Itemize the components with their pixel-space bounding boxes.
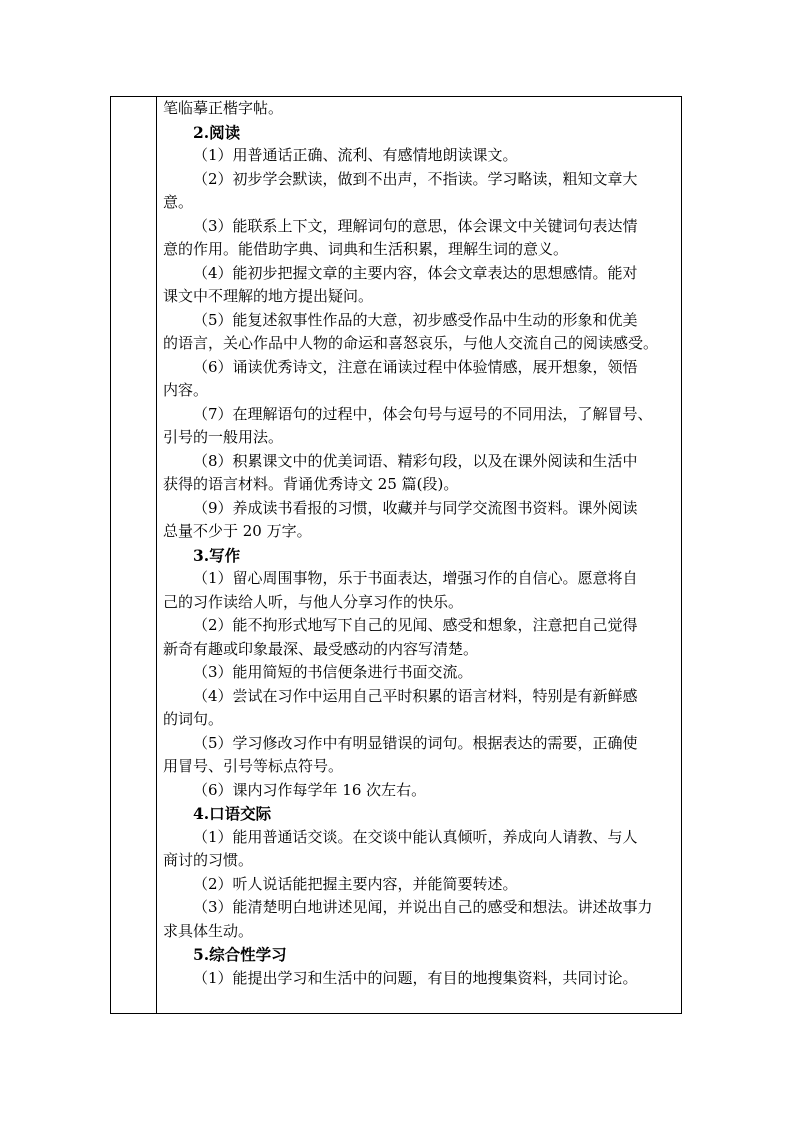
section-heading: 3.写作 xyxy=(193,545,241,565)
paragraph-line: 的词句。 xyxy=(163,710,224,728)
paragraph-line: 新奇有趣或印象最深、最受感动的内容写清楚。 xyxy=(163,639,479,658)
paragraph-line: （1）用普通话正确、流利、有感情地朗读课文。 xyxy=(193,146,518,164)
paragraph-line: （1）留心周围事物，乐于书面表达，增强习作的自信心。愿意将自 xyxy=(193,569,638,587)
table-left-column xyxy=(111,97,157,1013)
paragraph-line: （3）能用简短的书信便条进行书面交流。 xyxy=(193,663,473,681)
paragraph-line: （5）能复述叙事性作品的大意，初步感受作品中生动的形象和优美 xyxy=(193,310,638,329)
section-heading: 2.阅读 xyxy=(193,122,241,142)
paragraph-line: （3）能联系上下文，理解词句的意思，体会课文中关键词句表达情 xyxy=(193,216,638,235)
paragraph-line: 的语言，关心作品中人物的命运和喜怒哀乐，与他人交流自己的阅读感受。 xyxy=(163,334,659,352)
paragraph-line: 己的习作读给人听，与他人分享习作的快乐。 xyxy=(163,592,464,611)
paragraph-line: 求具体生动。 xyxy=(163,921,254,940)
paragraph-line: （4）尝试在习作中运用自己平时积累的语言材料，特别是有新鲜感 xyxy=(193,686,638,705)
paragraph-line: （3）能清楚明白地讲述见闻，并说出自己的感受和想法。讲述故事力 xyxy=(193,898,653,916)
paragraph-line: 笔临摹正楷字帖。 xyxy=(163,99,284,117)
paragraph-line: （6）课内习作每学年 16 次左右。 xyxy=(193,780,427,799)
paragraph-line: 意。 xyxy=(163,193,194,211)
paragraph-line: 用冒号、引号等标点符号。 xyxy=(163,757,344,775)
paragraph-line: （5）学习修改习作中有明显错误的词句。根据表达的需要，正确使 xyxy=(193,733,638,752)
table-content-cell xyxy=(163,97,677,990)
paragraph-line: （7）在理解语句的过程中，体会句号与逗号的不同用法，了解冒号、 xyxy=(193,404,653,423)
paragraph-line: 引号的一般用法。 xyxy=(163,428,284,446)
paragraph-line: （9）养成读书看报的习惯，收藏并与同学交流图书资料。课外阅读 xyxy=(193,498,638,517)
paragraph-line: （2）听人说话能把握主要内容，并能简要转述。 xyxy=(193,874,518,893)
paragraph-line: 获得的语言材料。背诵优秀诗文 25 篇(段)。 xyxy=(163,475,459,493)
paragraph-line: 意的作用。能借助字典、词典和生活积累，理解生词的意义。 xyxy=(163,240,569,258)
paragraph-line: 课文中不理解的地方提出疑问。 xyxy=(163,287,374,305)
paragraph-line: （4）能初步把握文章的主要内容，体会文章表达的思想感情。能对 xyxy=(193,263,638,282)
paragraph-line: （1）能提出学习和生活中的问题，有目的地搜集资料，共同讨论。 xyxy=(193,968,638,987)
section-heading: 4.口语交际 xyxy=(193,804,272,823)
paragraph-line: （1）能用普通话交谈。在交谈中能认真倾听，养成向人请教、与人 xyxy=(193,827,638,846)
paragraph-line: 商讨的习惯。 xyxy=(163,851,254,869)
paragraph-line: （6）诵读优秀诗文，注意在诵读过程中体验情感，展开想象，领悟 xyxy=(193,357,638,376)
paragraph-line: 总量不少于 20 万字。 xyxy=(163,522,312,540)
paragraph-line: （2）能不拘形式地写下自己的见闻、感受和想象，注意把自己觉得 xyxy=(193,616,638,634)
section-heading: 5.综合性学习 xyxy=(193,945,287,964)
paragraph-line: （2）初步学会默读，做到不出声，不指读。学习略读，粗知文章大 xyxy=(193,169,638,188)
content-table xyxy=(110,96,682,1014)
paragraph-line: （8）积累课文中的优美词语、精彩句段，以及在课外阅读和生活中 xyxy=(193,451,638,470)
paragraph-line: 内容。 xyxy=(163,381,209,399)
